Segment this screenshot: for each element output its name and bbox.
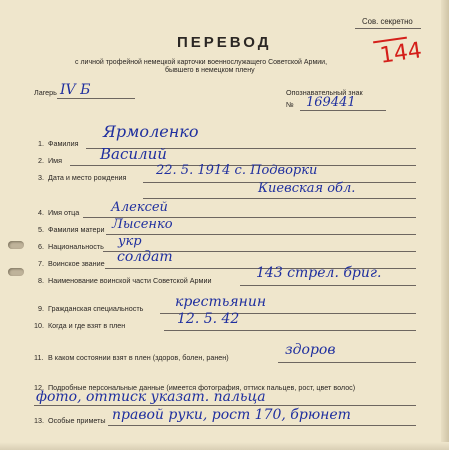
field-2-number: 2. bbox=[38, 156, 44, 165]
field-5-number: 5. bbox=[38, 225, 44, 234]
capture-date-value: 12. 5. 42 bbox=[177, 311, 240, 327]
camp-label: Лагерь bbox=[34, 88, 57, 97]
punch-hole-top bbox=[8, 241, 24, 249]
military-unit-value: 143 стрел. бриг. bbox=[256, 265, 382, 281]
field-9-number: 9. bbox=[38, 304, 44, 313]
camp-line bbox=[57, 98, 135, 99]
birth-region-value: Киевская обл. bbox=[258, 181, 356, 196]
red-stamp-number: 144 bbox=[378, 38, 424, 69]
field-13-line bbox=[108, 425, 416, 426]
field-13-number: 13. bbox=[34, 416, 44, 425]
field-11-label: В каком состоянии взят в плен (здоров, болен, ранен) bbox=[48, 353, 229, 362]
civil-specialty-value: крестьянин bbox=[175, 294, 267, 310]
field-6-number: 6. bbox=[38, 242, 44, 251]
mother-surname-value: Лысенко bbox=[112, 217, 173, 232]
field-2-label: Имя bbox=[48, 156, 62, 165]
field-3-label: Дата и место рождения bbox=[48, 173, 127, 182]
field-11-number: 11. bbox=[34, 353, 44, 362]
field-4-label: Имя отца bbox=[48, 208, 80, 217]
birth-date-place-value: 22. 5. 1914 с. Подворки bbox=[156, 163, 318, 178]
field-8-label: Наименование воинской части Советской Армии bbox=[48, 276, 212, 285]
document-title: ПЕРЕВОД bbox=[177, 34, 272, 51]
paper-bottom-edge bbox=[0, 442, 449, 450]
field-1-number: 1. bbox=[38, 139, 44, 148]
rank-value: солдат bbox=[117, 249, 173, 265]
field-11-line bbox=[278, 362, 416, 363]
field-10-number: 10. bbox=[34, 321, 44, 330]
father-name-value: Алексей bbox=[111, 200, 168, 215]
subtitle-line-2: бывшего в немецком плену bbox=[165, 67, 255, 74]
field-8-number: 8. bbox=[38, 276, 44, 285]
given-name-value: Василий bbox=[100, 145, 167, 163]
punch-hole-bottom bbox=[8, 268, 24, 276]
field-7-label: Воинское звание bbox=[48, 259, 105, 268]
field-12-line bbox=[34, 405, 416, 406]
nationality-value: укр bbox=[118, 234, 142, 249]
camp-value: IV Б bbox=[60, 82, 91, 98]
subtitle-line-1: с личной трофейной немецкой карточки военнослужащего Советской Армии, bbox=[75, 59, 328, 66]
field-3-number: 3. bbox=[38, 173, 44, 182]
capture-condition-value: здоров bbox=[285, 342, 336, 358]
secret-label: Сов. секретно bbox=[362, 17, 413, 26]
id-mark-value: 169441 bbox=[306, 95, 356, 110]
field-7-number: 7. bbox=[38, 259, 44, 268]
field-13-label: Особые приметы bbox=[48, 416, 106, 425]
personal-data-value: фото, оттиск указат. пальца bbox=[36, 389, 266, 405]
id-number-prefix: № bbox=[286, 100, 294, 109]
field-5-label: Фамилия матери bbox=[48, 225, 105, 234]
field-3-line-2 bbox=[143, 198, 416, 199]
field-6-label: Национальность bbox=[48, 242, 104, 251]
id-line bbox=[300, 110, 386, 111]
secret-underline bbox=[355, 28, 421, 29]
field-10-label: Когда и где взят в плен bbox=[48, 321, 126, 330]
field-5-line bbox=[106, 234, 416, 235]
field-9-label: Гражданская специальность bbox=[48, 304, 144, 313]
surname-value: Ярмоленко bbox=[103, 122, 199, 141]
field-8-line bbox=[240, 285, 416, 286]
field-1-label: Фамилия bbox=[48, 139, 79, 148]
field-12-number: 12. bbox=[34, 383, 44, 392]
field-4-number: 4. bbox=[38, 208, 44, 217]
paper-edge bbox=[441, 0, 449, 450]
special-features-value: правой руки, рост 170, брюнет bbox=[112, 407, 351, 423]
field-10-line bbox=[164, 330, 416, 331]
id-mark-label: Опознавательный знак bbox=[286, 88, 363, 97]
field-12-label: Подробные персональные данные (имеется фотография, оттиск пальцев, рост, цвет волос) bbox=[48, 383, 356, 392]
